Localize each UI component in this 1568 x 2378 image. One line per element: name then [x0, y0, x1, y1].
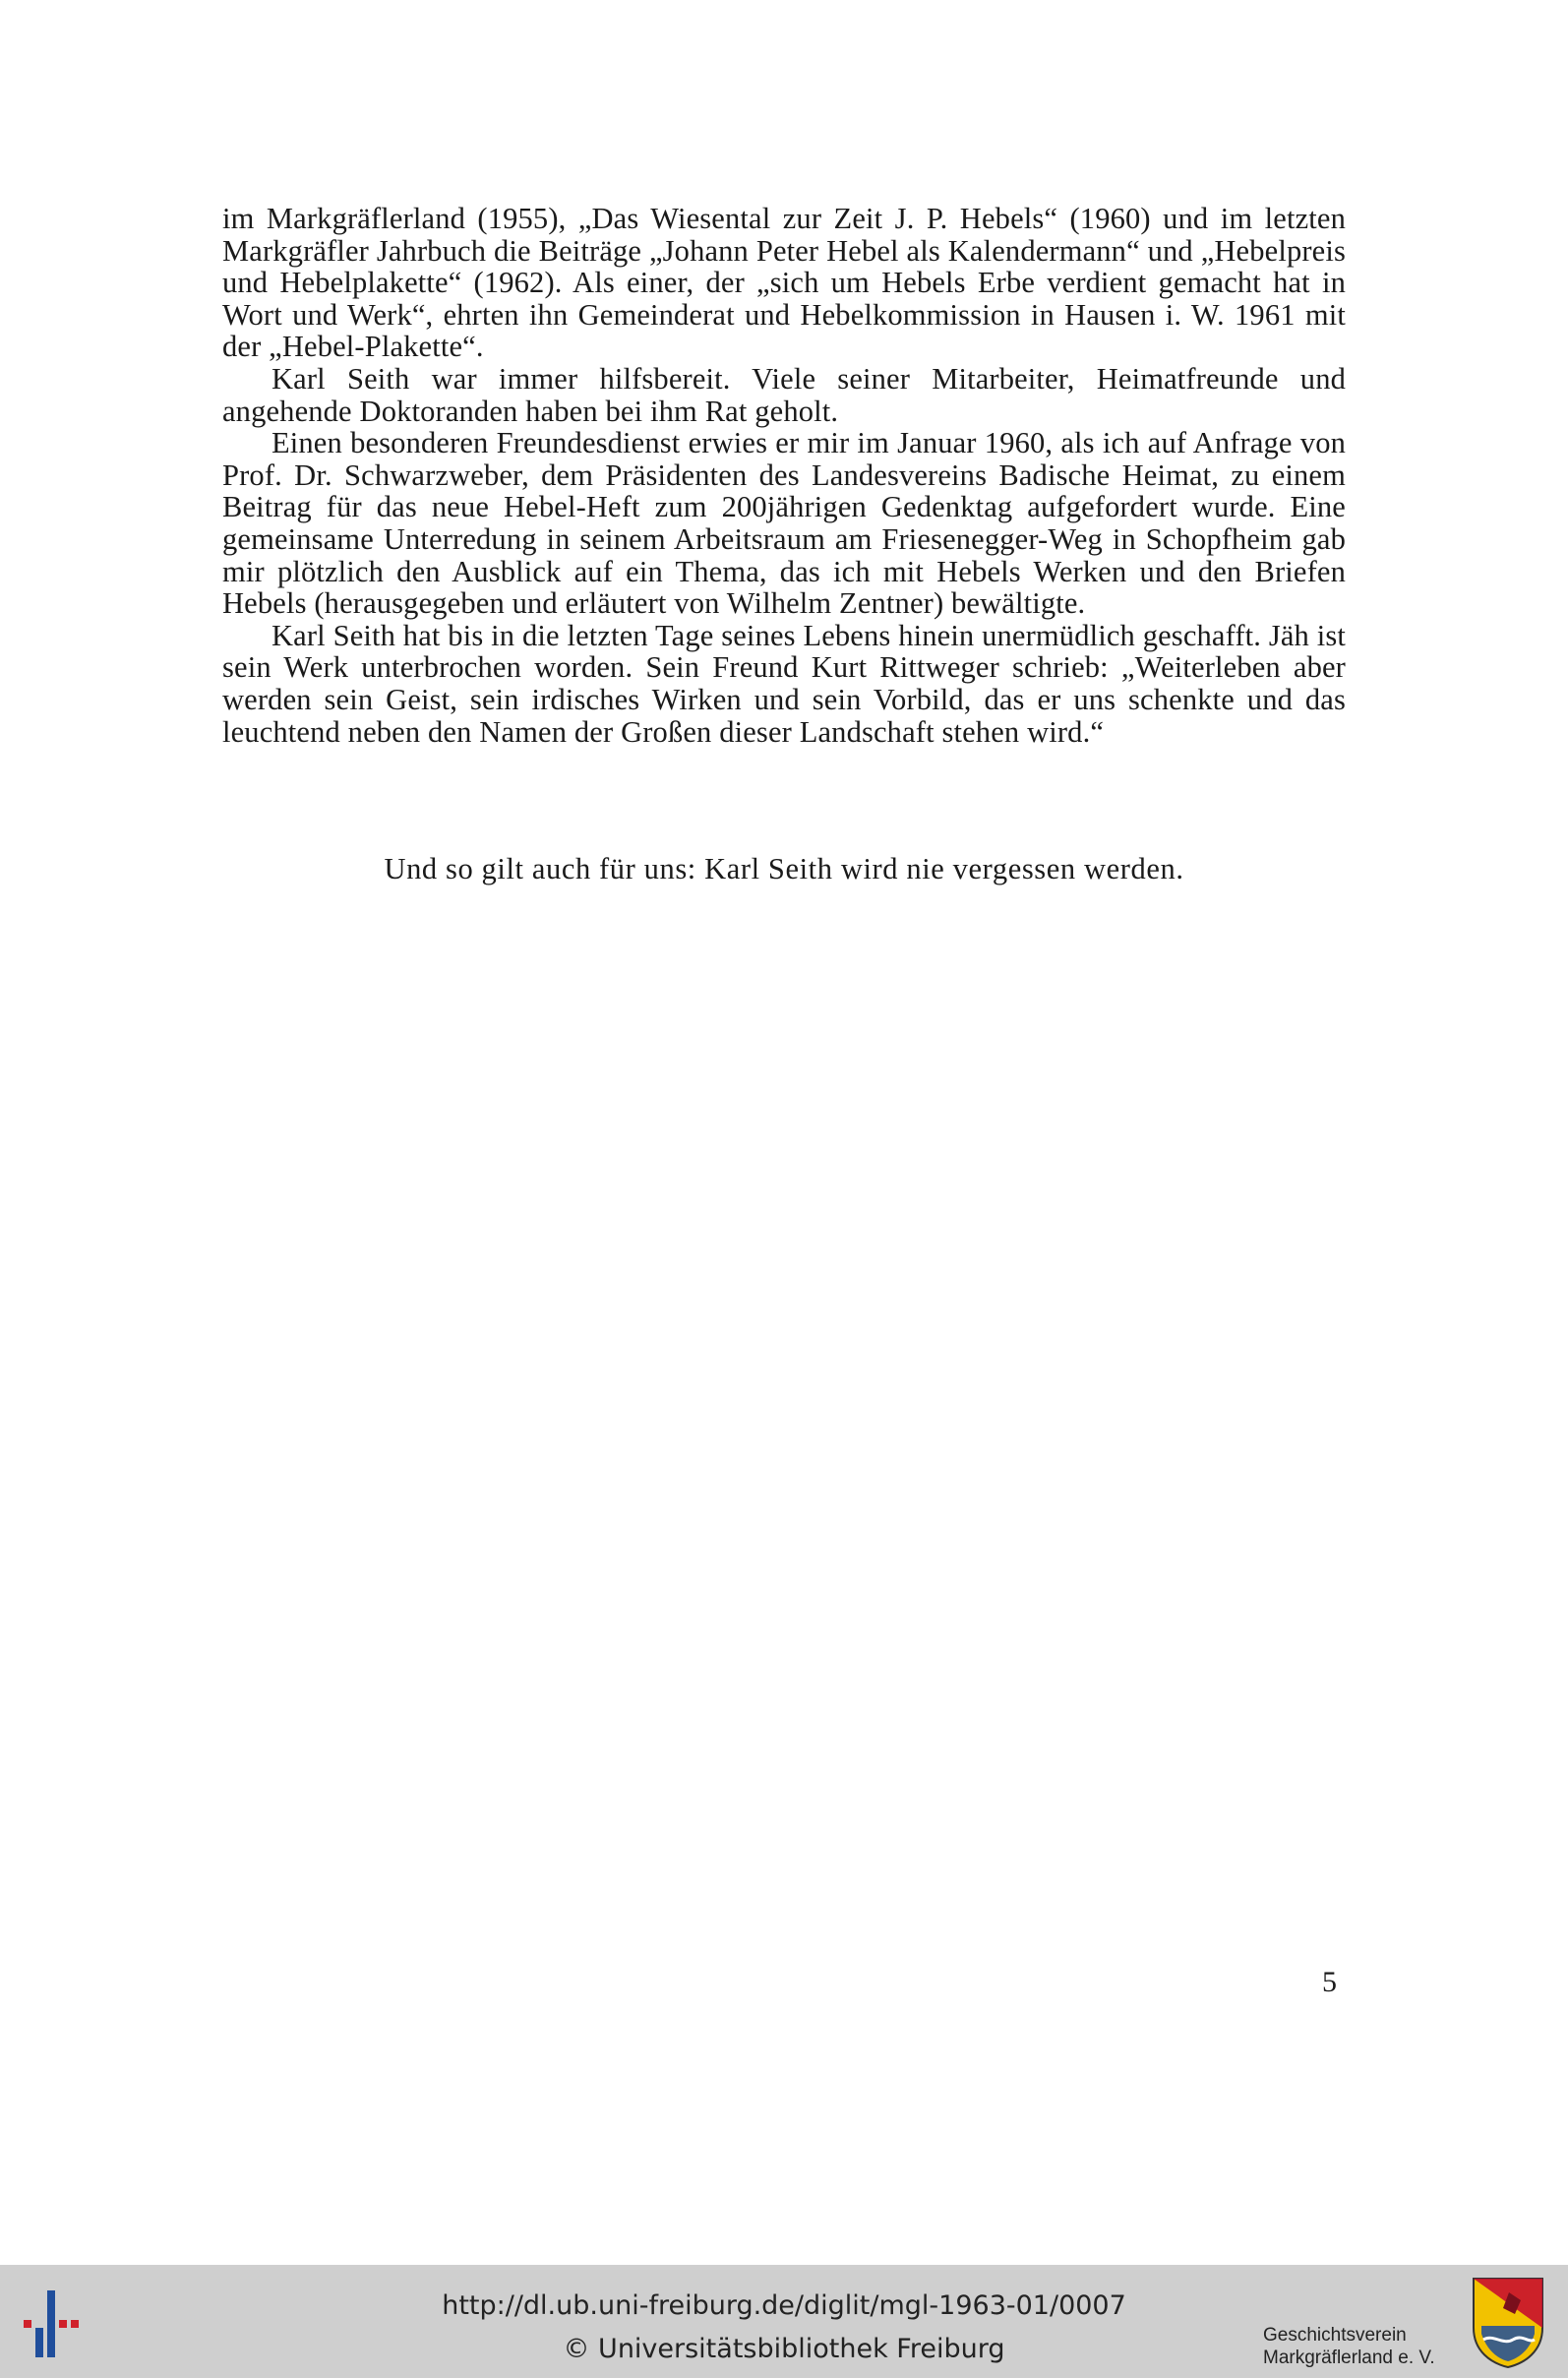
document-url-link[interactable]: http://dl.ub.uni-freiburg.de/diglit/mgl-1963-01/0007 — [442, 2290, 1126, 2321]
society-line-1: Geschichtsverein — [1263, 2325, 1407, 2346]
coat-of-arms-icon — [1470, 2275, 1546, 2369]
society-line-2: Markgräflerland e. V. — [1263, 2348, 1435, 2368]
paragraph-4: Karl Seith hat bis in die letzten Tage seines Lebens hinein unermüdlich geschafft. Jäh ist sein Werk unterbrochen worden. Sein Freund Kurt Rittweger schrieb: „Weiterleben aber werden sein Geist, sein irdisches Wirken und sein Vorbild, das er uns schenkte und das leuchtend neben den Namen der Großen dieser Landschaft stehen wird.“ — [222, 618, 1346, 749]
paragraph-3: Einen besonderen Freundesdienst erwies er mir im Januar 1960, als ich auf Anfrage von Prof. Dr. Schwarzweber, dem Präsidenten des Landesvereins Badische Heimat, zu einem Beitrag für das neue Hebel-Heft zum 200jährigen Gedenktag aufgefordert wurde. Eine gemeinsame Unterredung in seinem Arbeitsraum am Friesenegger-Weg in Schopfheim gab mir plötzlich den Ausblick auf ein Thema, das ich mit Hebels Werken und den Briefen Hebels (herausgegeben und erläutert von Wilhelm Zentner) bewältigte. — [222, 426, 1346, 621]
document-body — [222, 203, 1346, 748]
copyright-notice: © Universitätsbibliothek Freiburg — [563, 2334, 1005, 2364]
society-name — [1263, 2324, 1460, 2369]
footer-bar — [0, 2265, 1568, 2378]
page-number: 5 — [1322, 1966, 1337, 1998]
paragraph-1: im Markgräflerland (1955), „Das Wiesental zur Zeit J. P. Hebels“ (1960) und im letzten Markgräfler Jahrbuch die Beiträge „Johann Peter Hebel als Kalendermann“ und „Hebelpreis und Hebelplakette“ (1962). Als einer, der „sich um Hebels Erbe verdient gemacht hat in Wort und Werk“, ehrten ihn Gemeinderat und Hebelkommission in Hausen i. W. 1961 mit der „Hebel-Plakette“. — [222, 202, 1346, 364]
closing-line: Und so gilt auch für uns: Karl Seith wird nie vergessen werden. — [384, 852, 1184, 885]
paragraph-2: Karl Seith war immer hilfsbereit. Viele seiner Mitarbeiter, Heimatfreunde und angehende Doktoranden haben bei ihm Rat geholt. — [222, 361, 1346, 428]
